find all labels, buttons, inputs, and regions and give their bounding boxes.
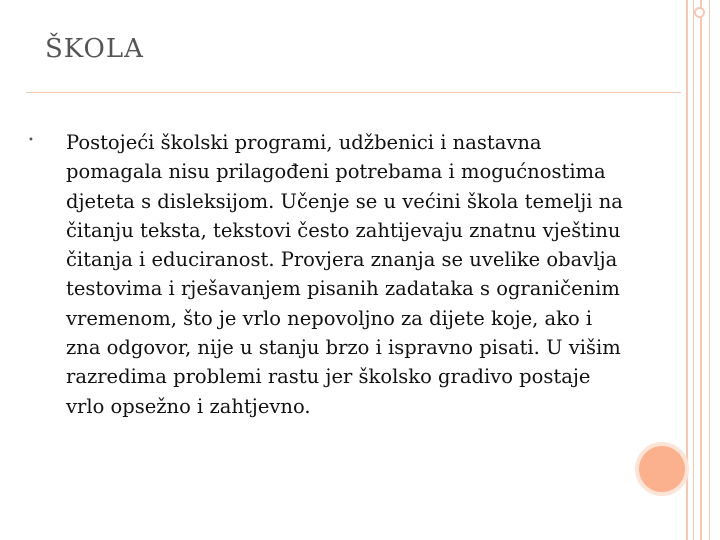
decorative-border-line (709, 0, 710, 540)
decorative-border-line (693, 0, 694, 540)
decorative-border-line (700, 0, 702, 540)
bullet-text: Postojeći školski programi, udžbenici i nastavna pomagala nisu prilagođeni potrebama i mogućnostima djeteta s disleksijom. Učenje se u većini škola temelji na čitanju teksta, tekstovi često zahtijevaju znatnu vještinu čitanja i educiranost. Provjera znanja se uvelike obavlja testovima i rješavanjem pisanih zadataka s ograničenim vremenom, što je vrlo nepovoljno za dijete koje, ako i zna odgovor, nije u stanju brzo i ispravno pisati. U višim razredima problemi rastu jer školsko gradivo postaje vrlo opsežno i zahtjevno. (66, 131, 623, 418)
title-divider (26, 92, 681, 93)
slide-title: ŠKOLA (45, 34, 144, 64)
decorative-small-circle (694, 7, 705, 18)
decorative-border-line (686, 0, 688, 540)
decorative-accent-circle (639, 446, 685, 492)
bullet-icon: • (28, 135, 34, 146)
